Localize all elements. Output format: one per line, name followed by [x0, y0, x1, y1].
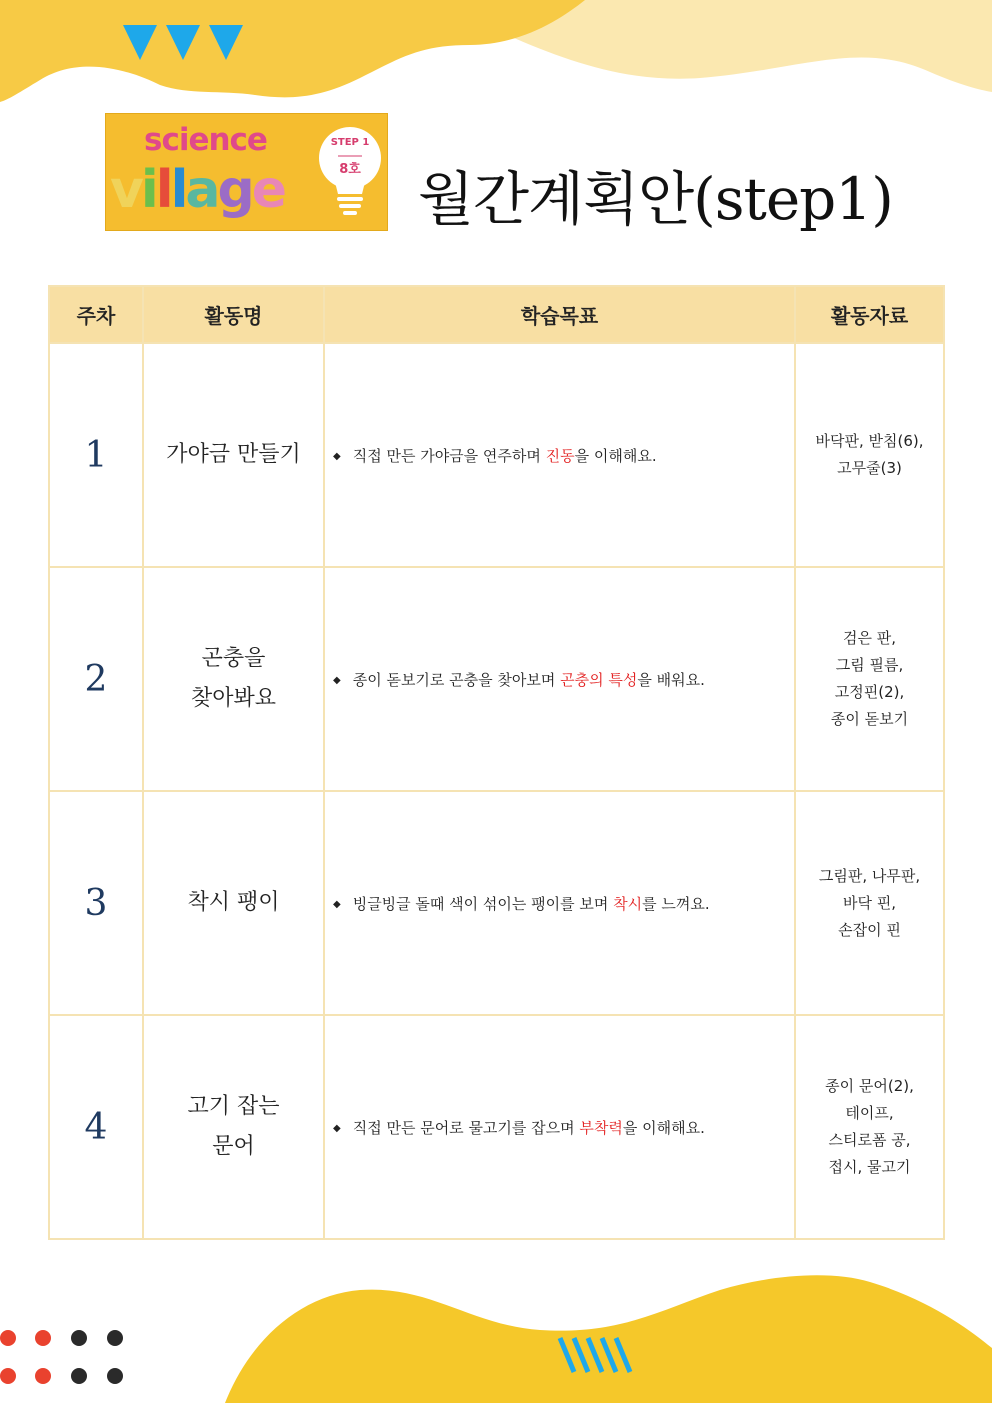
week-number: 4: [49, 1015, 143, 1239]
header-activity: 활동명: [143, 286, 324, 343]
table-row: [49, 1015, 944, 1239]
goal-highlight: 부착력: [579, 1118, 623, 1137]
activity-materials: 종이 문어(2), 테이프, 스티로폼 공, 접시, 물고기: [795, 1015, 944, 1239]
header-goal: 학습목표: [324, 286, 795, 343]
black-dot-icon: [107, 1368, 123, 1384]
header-week: 주차: [49, 286, 143, 343]
goal-highlight: 곤충의 특성: [560, 670, 638, 689]
learning-goal: ◆ 직접 만든 문어로 물고기를 잡으며 부착력을 이해해요.: [324, 1015, 795, 1239]
red-dot-icon: [35, 1330, 51, 1346]
table-row: [49, 343, 944, 567]
learning-goal: ◆ 직접 만든 가야금을 연주하며 진동을 이해해요.: [324, 343, 795, 567]
red-dot-icon: [0, 1330, 16, 1346]
logo-issue-label: 8호: [339, 162, 361, 177]
black-dot-icon: [71, 1330, 87, 1346]
header-materials: 활동자료: [795, 286, 944, 343]
lightbulb-icon: [316, 122, 384, 222]
science-village-logo: [105, 113, 388, 231]
logo-science-text: science: [144, 122, 267, 158]
red-dot-icon: [0, 1368, 16, 1384]
activity-name: 착시 팽이: [143, 791, 324, 1015]
bottom-wave-decoration: [0, 1270, 992, 1403]
black-dot-icon: [107, 1330, 123, 1346]
learning-goal: ◆ 빙글빙글 돌때 색이 섞이는 팽이를 보며 착시를 느껴요.: [324, 791, 795, 1015]
black-dot-icon: [71, 1368, 87, 1384]
diamond-bullet-icon: ◆: [333, 674, 341, 686]
activity-name: 곤충을 찾아봐요: [143, 567, 324, 791]
activity-materials: 그림판, 나무판, 바닥 핀, 손잡이 핀: [795, 791, 944, 1015]
activity-materials: 검은 판, 그림 필름, 고정핀(2), 종이 돋보기: [795, 567, 944, 791]
week-number: 2: [49, 567, 143, 791]
page-title: 월간계획안(step1): [418, 165, 893, 233]
red-dot-icon: [35, 1368, 51, 1384]
diamond-bullet-icon: ◆: [333, 450, 341, 462]
week-number: 1: [49, 343, 143, 567]
week-number: 3: [49, 791, 143, 1015]
top-wave-decoration: [0, 0, 992, 110]
diamond-bullet-icon: ◆: [333, 1122, 341, 1134]
monthly-plan-table: [48, 285, 945, 1240]
logo-step-label: STEP 1: [330, 137, 370, 148]
learning-goal: ◆ 종이 돋보기로 곤충을 찾아보며 곤충의 특성을 배워요.: [324, 567, 795, 791]
table-row: [49, 791, 944, 1015]
logo-village-text: village: [110, 160, 284, 220]
diamond-bullet-icon: ◆: [333, 898, 341, 910]
activity-name: 가야금 만들기: [143, 343, 324, 567]
goal-highlight: 진동: [545, 446, 575, 465]
activity-materials: 바닥판, 받침(6), 고무줄(3): [795, 343, 944, 567]
table-row: [49, 567, 944, 791]
activity-name: 고기 잡는 문어: [143, 1015, 324, 1239]
table-header-row: [49, 286, 944, 343]
goal-highlight: 착시: [613, 894, 643, 913]
